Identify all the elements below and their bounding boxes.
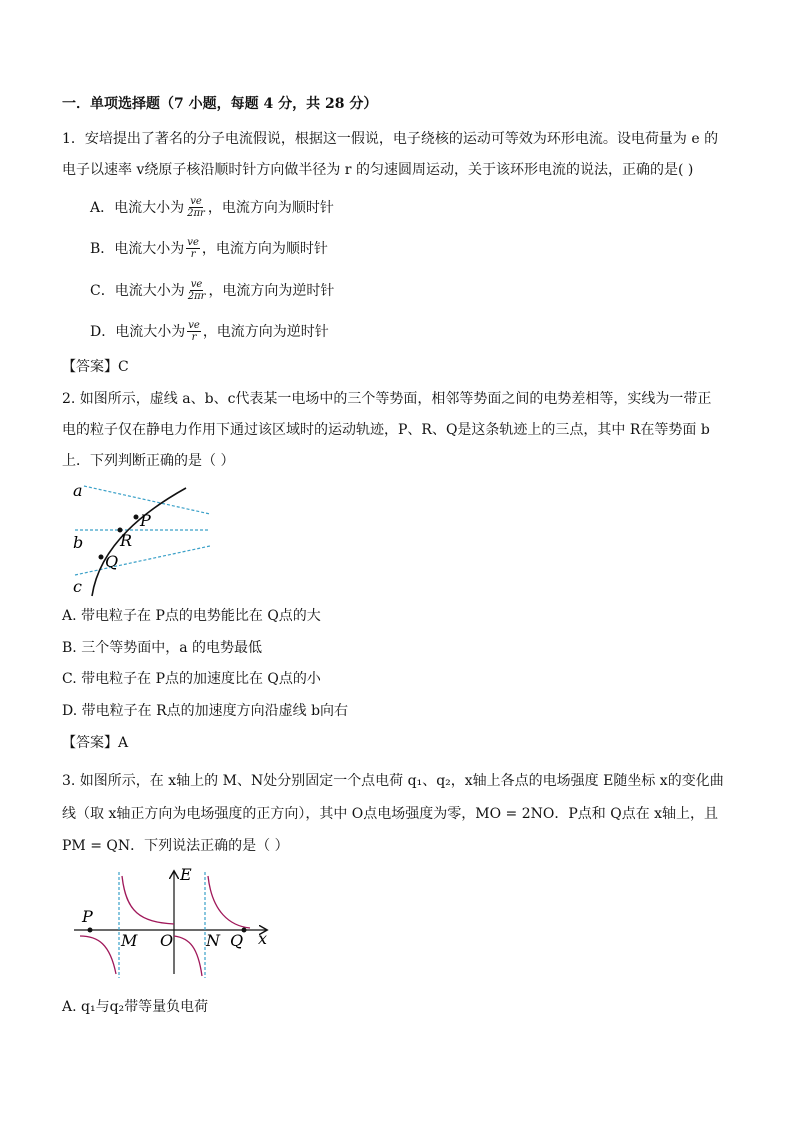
- q1-option-c: C．电流大小为 $\frac{ve}{2\pi r}$ ，电流方向为逆时针: [90, 279, 335, 302]
- q2-answer: 【答案】A: [62, 735, 129, 751]
- q1-answer: 【答案】C: [62, 359, 129, 375]
- q2-stem-line3: 上．下列判断正确的是（ ）: [62, 453, 235, 469]
- q1-option-b: B．电流大小为 $\frac{ve}{r}$ ，电流方向为顺时针: [90, 237, 328, 260]
- label-p: P: [82, 907, 93, 926]
- section-title: 一．单项选择题（7 小题，每题 4 分，共 28 分）: [62, 96, 378, 112]
- q3-field-graph: [70, 862, 280, 984]
- curve-right-of-n: [208, 876, 250, 928]
- q3-option-a: A. q₁与q₂带等量负电荷: [62, 999, 209, 1015]
- label-b: b: [73, 533, 84, 552]
- label-q: Q: [230, 931, 244, 950]
- label-m: M: [121, 931, 138, 950]
- q2-option-b: B. 三个等势面中，a 的电势最低: [62, 640, 262, 656]
- particle-trajectory: [92, 488, 186, 596]
- curve-left-of-m: [80, 936, 116, 974]
- q2-stem-line2: 电的粒子仅在静电力作用下通过该区域时的运动轨迹，P、R、Q是这条轨迹上的三点，其中 R在等势面 b: [62, 422, 710, 438]
- point-p-dot: [88, 928, 93, 933]
- curve-m-to-o-upper: [122, 876, 174, 924]
- q3-stem-line2: 线（取 x轴正方向为电场强度的正方向），其中 O点电场强度为零，MO = 2NO．P点和 Q点在 x轴上，且: [62, 806, 719, 822]
- point-q-dot: [99, 555, 104, 560]
- q1-option-b-fraction: $\frac{ve}{r}$: [187, 237, 199, 260]
- q2-option-a: A. 带电粒子在 P点的电势能比在 Q点的大: [62, 608, 321, 624]
- label-x: x: [258, 929, 268, 948]
- q1-option-d: D．电流大小为 $\frac{ve}{r}$ ，电流方向为逆时针: [90, 320, 329, 343]
- q2-stem-line1: 2. 如图所示，虚线 a、b、c代表某一电场中的三个等势面，相邻等势面之间的电势差相等，实线为一带正: [62, 391, 712, 407]
- q1-option-a-fraction: $\frac{ve}{2\pi r}$: [187, 196, 205, 219]
- q1-option-d-fraction: $\frac{ve}{r}$: [188, 320, 200, 343]
- q1-stem-line1: 1．安培提出了著名的分子电流假说，根据这一假说，电子绕核的运动可等效为环形电流。设电荷量为 e 的: [62, 131, 719, 147]
- curve-o-to-n-lower: [174, 936, 202, 976]
- label-o: O: [160, 931, 174, 950]
- label-c: c: [73, 577, 82, 596]
- label-n: N: [206, 931, 220, 950]
- point-p-dot: [134, 515, 139, 520]
- q2-equipotential-figure: [70, 478, 215, 600]
- q3-stem-line3: PM = QN．下列说法正确的是（ ）: [62, 838, 289, 854]
- q1-stem-line2: 电子以速率 v绕原子核沿顺时针方向做半径为 r 的匀速圆周运动，关于该环形电流的说法，正确的是( ): [62, 162, 694, 178]
- label-r: R: [120, 531, 133, 550]
- label-p: P: [140, 511, 151, 530]
- q1-option-c-fraction: $\frac{ve}{2\pi r}$: [187, 279, 206, 302]
- label-e: E: [180, 865, 192, 884]
- equipotential-line-c: [75, 546, 210, 575]
- q1-option-a: A．电流大小为 $\frac{ve}{2\pi r}$ ，电流方向为顺时针: [90, 196, 334, 219]
- q2-option-c: C. 带电粒子在 P点的加速度比在 Q点的小: [62, 671, 321, 687]
- q3-stem-line1: 3. 如图所示，在 x轴上的 M、N处分别固定一个点电荷 q₁、q₂，x轴上各点的电场强度 E随坐标 x的变化曲: [62, 773, 724, 789]
- label-q: Q: [105, 552, 119, 571]
- q2-option-d: D. 带电粒子在 R点的加速度方向沿虚线 b向右: [62, 703, 349, 719]
- label-a: a: [73, 481, 83, 500]
- equipotential-line-a: [84, 486, 210, 514]
